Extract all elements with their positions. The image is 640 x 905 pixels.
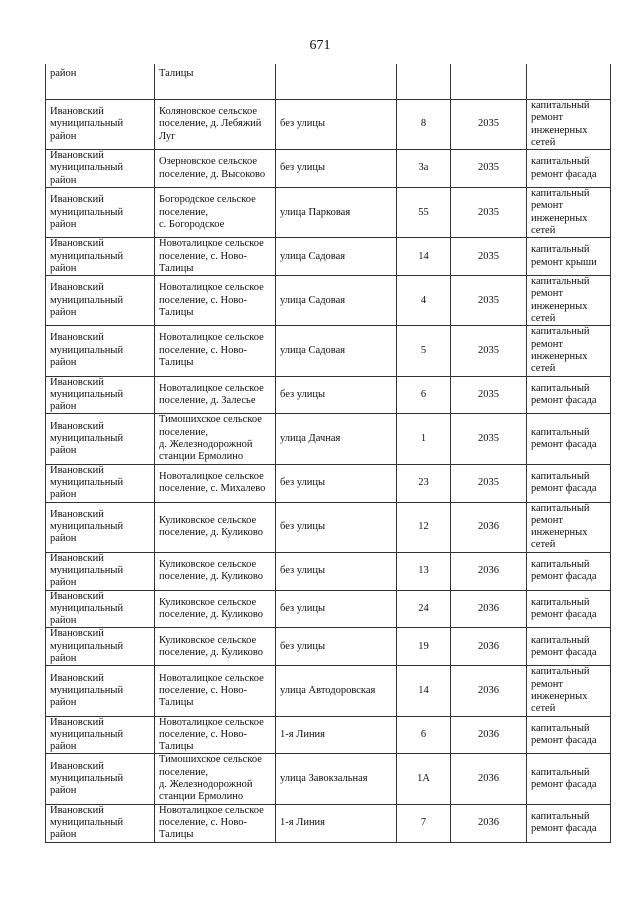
cell-line: Куликовское сельское	[159, 596, 257, 608]
cell-line: муниципальный	[50, 520, 124, 532]
house-number-cell: 1А	[397, 754, 451, 804]
cell-line: муниципальный	[50, 640, 124, 652]
cell-line: Луг	[159, 130, 176, 142]
cell-line: капитальный	[531, 722, 590, 734]
work-type-cell	[527, 628, 611, 666]
cell-line: район	[50, 577, 77, 589]
cell-line: муниципальный	[50, 294, 124, 306]
cell-line: район	[50, 445, 77, 457]
work-type-cell	[527, 716, 611, 754]
year-cell: 2036	[451, 804, 527, 842]
settlement-cell	[155, 590, 276, 628]
cell-line: д. Железнодорожной	[159, 779, 253, 791]
year-cell: 2035	[451, 376, 527, 414]
settlement-cell	[155, 502, 276, 552]
cell-line: Новоталицкое сельское	[159, 382, 264, 394]
cell-line: Талицы	[159, 262, 194, 274]
cell-line: Ивановский	[50, 552, 104, 564]
cell-line: Новоталицкое сельское	[159, 804, 264, 816]
house-number-cell: 13	[397, 552, 451, 590]
house-number-cell: 7	[397, 804, 451, 842]
cell-line: ремонт фасада	[531, 439, 597, 451]
cell-line: инженерных	[531, 527, 588, 539]
cell-line: капитальный	[531, 666, 590, 678]
cell-line: ремонт	[531, 514, 564, 526]
district-cell	[46, 414, 155, 464]
table-row	[46, 754, 611, 804]
settlement-cell	[155, 804, 276, 842]
street-cell: без улицы	[276, 590, 397, 628]
cell-line: Ивановский	[50, 464, 104, 476]
cell-line: район	[50, 785, 77, 797]
house-number-cell: 6	[397, 376, 451, 414]
table-row	[46, 64, 611, 100]
work-type-cell	[527, 414, 611, 464]
house-number-cell: 19	[397, 628, 451, 666]
street-cell: без улицы	[276, 552, 397, 590]
cell-line: муниципальный	[50, 816, 124, 828]
cell-line: ремонт фасада	[531, 734, 597, 746]
year-cell: 2035	[451, 100, 527, 150]
cell-line: муниципальный	[50, 162, 124, 174]
work-type-cell	[527, 188, 611, 238]
district-cell	[46, 666, 155, 716]
table-row	[46, 376, 611, 414]
street-cell: без улицы	[276, 100, 397, 150]
cell-line: Ивановский	[50, 672, 104, 684]
house-number-cell: 12	[397, 502, 451, 552]
street-cell: без улицы	[276, 376, 397, 414]
settlement-cell	[155, 326, 276, 376]
cell-line: район	[50, 306, 77, 318]
cell-line: район	[50, 218, 77, 230]
cell-line: муниципальный	[50, 476, 124, 488]
cell-line: д. Железнодорожной	[159, 439, 253, 451]
table-row	[46, 628, 611, 666]
cell-line: район	[50, 401, 77, 413]
work-type-cell	[527, 804, 611, 842]
house-number-cell: 5	[397, 326, 451, 376]
work-type-cell	[527, 64, 611, 100]
settlement-cell	[155, 64, 276, 100]
cell-line: Талицы	[159, 741, 194, 753]
cell-line: станции Ермолино	[159, 791, 244, 803]
cell-line: район	[50, 829, 77, 841]
settlement-cell	[155, 628, 276, 666]
cell-line: поселение,	[159, 206, 209, 218]
cell-line: муниципальный	[50, 206, 124, 218]
cell-line: Озерновское сельское	[159, 156, 258, 168]
cell-line: муниципальный	[50, 684, 124, 696]
street-cell: 1-я Линия	[276, 804, 397, 842]
cell-line: ремонт фасада	[531, 394, 597, 406]
year-cell: 2035	[451, 238, 527, 276]
buildings-table	[45, 64, 611, 843]
cell-line: ремонт фасада	[531, 646, 597, 658]
cell-line: Ивановский	[50, 508, 104, 520]
settlement-cell	[155, 666, 276, 716]
cell-line: ремонт фасада	[531, 779, 597, 791]
street-cell: улица Садовая	[276, 276, 397, 326]
cell-line: капитальный	[531, 188, 590, 200]
cell-line: ремонт фасада	[531, 571, 597, 583]
settlement-cell	[155, 376, 276, 414]
year-cell: 2035	[451, 326, 527, 376]
work-type-cell	[527, 666, 611, 716]
cell-line: Ивановский	[50, 376, 104, 388]
cell-line: инженерных	[531, 690, 588, 702]
cell-line: ремонт	[531, 200, 564, 212]
cell-line: сетей	[531, 313, 556, 325]
district-cell	[46, 326, 155, 376]
cell-line: с. Богородское	[159, 218, 225, 230]
page-number: 671	[309, 38, 331, 53]
year-cell: 2035	[451, 276, 527, 326]
cell-line: район	[50, 741, 77, 753]
cell-line: район	[50, 68, 77, 79]
cell-line: капитальный	[531, 276, 590, 288]
district-cell	[46, 464, 155, 502]
cell-line: станции Ермолино	[159, 451, 244, 463]
cell-line: Ивановский	[50, 194, 104, 206]
work-type-cell	[527, 326, 611, 376]
cell-line: муниципальный	[50, 388, 124, 400]
settlement-cell	[155, 414, 276, 464]
cell-line: поселение, с. Ново-	[159, 250, 248, 262]
cell-line: капитальный	[531, 156, 590, 168]
cell-line: район	[50, 533, 77, 545]
settlement-cell	[155, 754, 276, 804]
year-cell: 2035	[451, 188, 527, 238]
cell-line: капитальный	[531, 596, 590, 608]
cell-line: муниципальный	[50, 432, 124, 444]
year-cell: 2035	[451, 150, 527, 188]
work-type-cell	[527, 238, 611, 276]
cell-line: поселение, д. Высоково	[159, 168, 266, 180]
cell-line: инженерных	[531, 212, 588, 224]
cell-line: Коляновское сельское	[159, 106, 258, 118]
settlement-cell	[155, 276, 276, 326]
cell-line: район	[50, 130, 77, 142]
cell-line: Талицы	[159, 357, 194, 369]
cell-line: район	[50, 615, 77, 627]
cell-line: Талицы	[159, 68, 194, 79]
cell-line: Ивановский	[50, 420, 104, 432]
year-cell	[451, 64, 527, 100]
cell-line: капитальный	[531, 558, 590, 570]
year-cell: 2035	[451, 464, 527, 502]
settlement-cell	[155, 464, 276, 502]
cell-line: Куликовское сельское	[159, 634, 257, 646]
district-cell	[46, 376, 155, 414]
cell-line: поселение, д. Залесье	[159, 394, 256, 406]
street-cell: без улицы	[276, 628, 397, 666]
cell-line: Богородское сельское	[159, 194, 256, 206]
district-cell	[46, 552, 155, 590]
cell-line: Куликовское сельское	[159, 558, 257, 570]
cell-line: район	[50, 489, 77, 501]
cell-line: ремонт	[531, 678, 564, 690]
district-cell	[46, 238, 155, 276]
table-row	[46, 188, 611, 238]
cell-line: Новоталицкое сельское	[159, 716, 264, 728]
cell-line: инженерных	[531, 124, 588, 136]
cell-line: ремонт	[531, 338, 564, 350]
cell-line: капитальный	[531, 810, 590, 822]
cell-line: сетей	[531, 224, 556, 236]
work-type-cell	[527, 100, 611, 150]
table-row	[46, 590, 611, 628]
cell-line: Ивановский	[50, 332, 104, 344]
year-cell: 2036	[451, 716, 527, 754]
cell-line: поселение,	[159, 426, 209, 438]
cell-line: Новоталицкое сельское	[159, 282, 264, 294]
cell-line: сетей	[531, 703, 556, 715]
cell-line: поселение, с. Михалево	[159, 483, 266, 495]
house-number-cell: 24	[397, 590, 451, 628]
district-cell	[46, 754, 155, 804]
cell-line: поселение, д. Куликово	[159, 571, 264, 583]
cell-line: Ивановский	[50, 590, 104, 602]
cell-line: Ивановский	[50, 150, 104, 162]
cell-line: Новоталицкое сельское	[159, 672, 264, 684]
cell-line: поселение, д. Куликово	[159, 646, 264, 658]
cell-line: Куликовское сельское	[159, 514, 257, 526]
table-row	[46, 804, 611, 842]
cell-line: муниципальный	[50, 602, 124, 614]
cell-line: поселение, с. Ново-	[159, 684, 248, 696]
cell-line: муниципальный	[50, 344, 124, 356]
street-cell: без улицы	[276, 464, 397, 502]
cell-line: Тимошихское сельское	[159, 754, 262, 766]
district-cell	[46, 804, 155, 842]
cell-line: инженерных	[531, 350, 588, 362]
cell-line: Ивановский	[50, 760, 104, 772]
cell-line: Тимошихское сельское	[159, 414, 262, 426]
cell-line: ремонт фасада	[531, 609, 597, 621]
year-cell: 2036	[451, 754, 527, 804]
street-cell: улица Автодоровская	[276, 666, 397, 716]
year-cell: 2036	[451, 502, 527, 552]
table-row	[46, 464, 611, 502]
work-type-cell	[527, 502, 611, 552]
street-cell: улица Дачная	[276, 414, 397, 464]
cell-line: район	[50, 697, 77, 709]
house-number-cell: 14	[397, 238, 451, 276]
street-cell: без улицы	[276, 150, 397, 188]
house-number-cell: 3а	[397, 150, 451, 188]
cell-line: сетей	[531, 136, 556, 148]
cell-line: район	[50, 174, 77, 186]
cell-line: Ивановский	[50, 804, 104, 816]
house-number-cell: 6	[397, 716, 451, 754]
house-number-cell: 4	[397, 276, 451, 326]
cell-line: Талицы	[159, 697, 194, 709]
house-number-cell: 14	[397, 666, 451, 716]
street-cell: без улицы	[276, 502, 397, 552]
settlement-cell	[155, 716, 276, 754]
cell-line: сетей	[531, 363, 556, 375]
street-cell: улица Парковая	[276, 188, 397, 238]
cell-line: поселение, д. Куликово	[159, 609, 264, 621]
table-row	[46, 100, 611, 150]
cell-line: капитальный	[531, 634, 590, 646]
cell-line: поселение,	[159, 766, 209, 778]
work-type-cell	[527, 376, 611, 414]
cell-line: Ивановский	[50, 238, 104, 250]
cell-line: Талицы	[159, 829, 194, 841]
table-row	[46, 150, 611, 188]
district-cell	[46, 628, 155, 666]
cell-line: Ивановский	[50, 628, 104, 640]
cell-line: муниципальный	[50, 118, 124, 130]
work-type-cell	[527, 464, 611, 502]
district-cell	[46, 590, 155, 628]
cell-line: капитальный	[531, 100, 590, 111]
district-cell	[46, 276, 155, 326]
cell-line: инженерных	[531, 300, 588, 312]
district-cell	[46, 150, 155, 188]
cell-line: Ивановский	[50, 106, 104, 118]
year-cell: 2036	[451, 552, 527, 590]
district-cell	[46, 100, 155, 150]
table-row	[46, 502, 611, 552]
table-row	[46, 326, 611, 376]
cell-line: ремонт фасада	[531, 168, 597, 180]
cell-line: район	[50, 357, 77, 369]
district-cell	[46, 502, 155, 552]
cell-line: Новоталицкое сельское	[159, 332, 264, 344]
cell-line: ремонт	[531, 112, 564, 124]
table-row	[46, 414, 611, 464]
street-cell: улица Садовая	[276, 238, 397, 276]
house-number-cell	[397, 64, 451, 100]
cell-line: Новоталицкое сельское	[159, 238, 264, 250]
cell-line: муниципальный	[50, 772, 124, 784]
cell-line: Новоталицкое сельское	[159, 470, 264, 482]
house-number-cell: 23	[397, 464, 451, 502]
cell-line: ремонт крыши	[531, 256, 597, 268]
year-cell: 2036	[451, 628, 527, 666]
cell-line: поселение, с. Ново-	[159, 344, 248, 356]
district-cell	[46, 64, 155, 100]
table-row	[46, 276, 611, 326]
cell-line: район	[50, 653, 77, 665]
settlement-cell	[155, 100, 276, 150]
year-cell: 2036	[451, 590, 527, 628]
street-cell: улица Завокзальная	[276, 754, 397, 804]
cell-line: Ивановский	[50, 282, 104, 294]
cell-line: муниципальный	[50, 728, 124, 740]
settlement-cell	[155, 188, 276, 238]
table-row	[46, 716, 611, 754]
street-cell: улица Садовая	[276, 326, 397, 376]
cell-line: муниципальный	[50, 564, 124, 576]
street-cell: 1-я Линия	[276, 716, 397, 754]
house-number-cell: 8	[397, 100, 451, 150]
settlement-cell	[155, 150, 276, 188]
year-cell: 2036	[451, 666, 527, 716]
cell-line: поселение, д. Куликово	[159, 527, 264, 539]
house-number-cell: 1	[397, 414, 451, 464]
table-row	[46, 238, 611, 276]
cell-line: сетей	[531, 539, 556, 551]
work-type-cell	[527, 590, 611, 628]
cell-line: Талицы	[159, 306, 194, 318]
cell-line: поселение, с. Ново-	[159, 728, 248, 740]
cell-line: капитальный	[531, 382, 590, 394]
work-type-cell	[527, 552, 611, 590]
cell-line: капитальный	[531, 502, 590, 514]
settlement-cell	[155, 238, 276, 276]
cell-line: Ивановский	[50, 716, 104, 728]
year-cell: 2035	[451, 414, 527, 464]
house-number-cell: 55	[397, 188, 451, 238]
cell-line: поселение, с. Ново-	[159, 816, 248, 828]
district-cell	[46, 188, 155, 238]
table-row	[46, 666, 611, 716]
cell-line: поселение, с. Ново-	[159, 294, 248, 306]
table-row	[46, 552, 611, 590]
settlement-cell	[155, 552, 276, 590]
cell-line: район	[50, 262, 77, 274]
cell-line: ремонт	[531, 288, 564, 300]
cell-line: ремонт фасада	[531, 823, 597, 835]
cell-line: капитальный	[531, 326, 590, 338]
street-cell	[276, 64, 397, 100]
work-type-cell	[527, 150, 611, 188]
cell-line: капитальный	[531, 426, 590, 438]
cell-line: капитальный	[531, 766, 590, 778]
work-type-cell	[527, 754, 611, 804]
cell-line: поселение, д. Лебяжий	[159, 118, 262, 130]
district-cell	[46, 716, 155, 754]
cell-line: капитальный	[531, 244, 590, 256]
work-type-cell	[527, 276, 611, 326]
cell-line: ремонт фасада	[531, 483, 597, 495]
cell-line: капитальный	[531, 470, 590, 482]
cell-line: муниципальный	[50, 250, 124, 262]
